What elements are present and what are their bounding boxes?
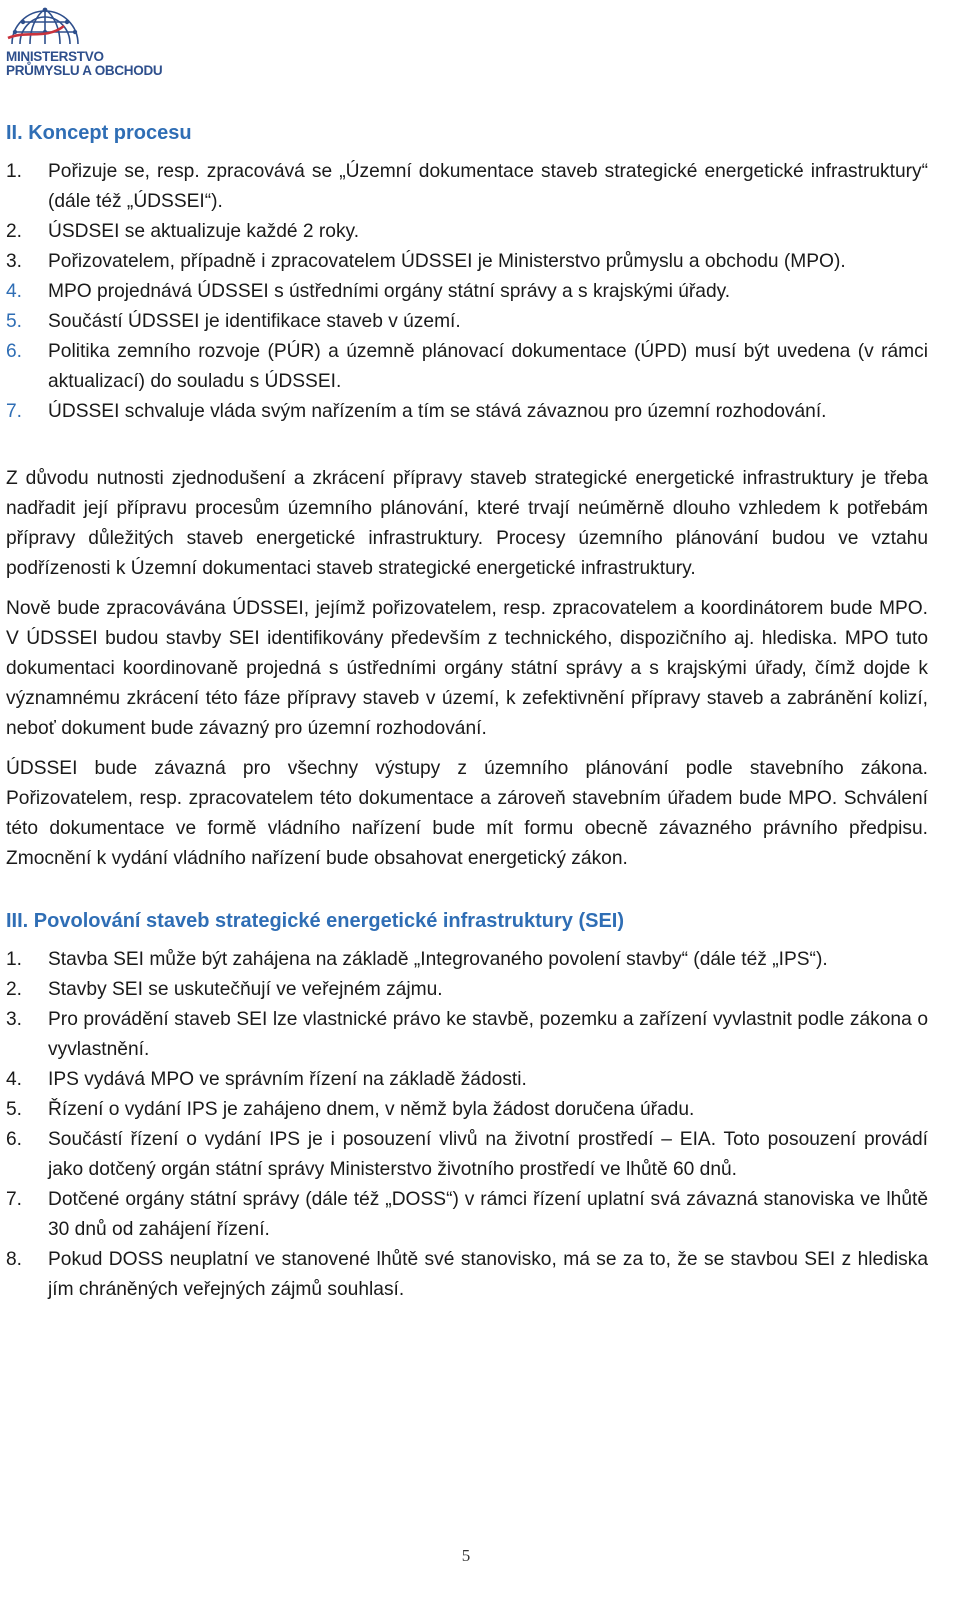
logo-line-2: PRŮMYSLU A OBCHODU	[6, 63, 163, 78]
list-item	[6, 337, 928, 397]
list-item-text: MPO projednává ÚDSSEI s ústředními orgány státní správy a s krajskými úřady.	[48, 281, 731, 302]
list-item-text: Pro provádění staveb SEI lze vlastnické právo ke stavbě, pozemku a zařízení vyvlastnit podle zákona o vyvlastnění.	[48, 1009, 928, 1060]
list-item	[6, 277, 928, 307]
paragraph: ÚDSSEI bude závazná pro všechny výstupy z územního plánování podle stavebního zákona. Pořizovatelem, resp. zpracovatelem této dokumentace a zároveň stavebním úřadem bude MPO. Schválení této dokumentace ve formě vládního nařízení bude mít formu obecně závazného právního předpisu. Zmocnění k vydání vládního nařízení bude obsahovat energetický zákon.	[6, 758, 928, 869]
list-item	[6, 307, 928, 337]
list-item	[6, 247, 928, 277]
list-item	[6, 1095, 928, 1125]
section-3-heading	[6, 906, 928, 936]
paragraph: Nově bude zpracovávána ÚDSSEI, jejímž pořizovatelem, resp. zpracovatelem a koordinátorem bude MPO. V ÚDSSEI budou stavby SEI identifikovány především z technického, dispozičního aj. hlediska. MPO tuto dokumentaci koordinovaně projedná s ústředními orgány státní správy a s krajskými úřady, čímž dojde k významnému zkrácení této fáze přípravy staveb v území, k zefektivnění přípravy staveb a zabránění kolizí, neboť dokument bude závazný pro územní rozhodování.	[6, 598, 928, 739]
section-3-list	[6, 945, 928, 1305]
list-item-text: IPS vydává MPO ve správním řízení na základě žádosti.	[48, 1069, 527, 1090]
logo-line-1: MINISTERSTVO	[6, 49, 104, 64]
list-item-number: 1.	[6, 949, 23, 970]
list-item-text: Pokud DOSS neuplatní ve stanovené lhůtě své stanovisko, má se za to, že se stavbou SEI z hlediska jím chráněných veřejných zájmů souhlasí.	[48, 1249, 928, 1300]
globe-network-icon	[6, 4, 84, 46]
section-3-number: III.	[6, 910, 29, 932]
list-item-number: 4.	[6, 281, 23, 302]
list-item-text: ÚSDSEI se aktualizuje každé 2 roky.	[48, 221, 360, 242]
list-item	[6, 1185, 928, 1245]
list-item-number: 5.	[6, 311, 23, 332]
section-2-number: II.	[6, 122, 23, 144]
list-item-number: 7.	[6, 401, 23, 422]
list-item-text: Pořizuje se, resp. zpracovává se „Územní dokumentace staveb strategické energetické infrastruktury“ (dále též „ÚDSSEI“).	[48, 161, 928, 212]
list-item	[6, 1005, 928, 1065]
list-item	[6, 1125, 928, 1185]
logo-wordmark	[6, 50, 162, 78]
list-item	[6, 975, 928, 1005]
section-3-title: Povolování staveb strategické energetické infrastruktury (SEI)	[33, 910, 625, 932]
list-item-text: ÚDSSEI schvaluje vláda svým nařízením a tím se stává závaznou pro územní rozhodování.	[48, 401, 827, 422]
list-item-text: Součástí ÚDSSEI je identifikace staveb v území.	[48, 311, 461, 332]
list-item-number: 2.	[6, 221, 23, 242]
list-item-number: 6.	[6, 1129, 23, 1150]
list-item	[6, 1065, 928, 1095]
page-number: 5	[461, 1546, 471, 1565]
list-item-number: 7.	[6, 1189, 23, 1210]
list-item-text: Součástí řízení o vydání IPS je i posouzení vlivů na životní prostředí – EIA. Toto posouzení provádí jako dotčený orgán státní správy Ministerstvo životního prostředí ve lhůtě 60 dnů.	[48, 1129, 928, 1180]
list-item-text: Stavby SEI se uskutečňují ve veřejném zájmu.	[48, 979, 443, 1000]
list-item	[6, 945, 928, 975]
list-item-number: 6.	[6, 341, 23, 362]
list-item-number: 2.	[6, 979, 23, 1000]
list-item-number: 3.	[6, 1009, 23, 1030]
list-item	[6, 217, 928, 247]
list-item-text: Řízení o vydání IPS je zahájeno dnem, v němž byla žádost doručena úřadu.	[48, 1099, 695, 1120]
list-item-text: Pořizovatelem, případně i zpracovatelem ÚDSSEI je Ministerstvo průmyslu a obchodu (MPO).	[48, 251, 846, 272]
paragraph: Z důvodu nutnosti zjednodušení a zkrácení přípravy staveb strategické energetické infrastruktury je třeba nadřadit její přípravu procesům územního plánování, které trvají neúměrně dlouho vzhledem k potřebám přípravy důležitých staveb energetické infrastruktury. Procesy územního plánování budou ve vztahu podřízenosti k Územní dokumentaci staveb strategické energetické infrastruktury.	[6, 468, 928, 579]
section-2-heading	[6, 118, 928, 148]
list-item-number: 8.	[6, 1249, 23, 1270]
list-item-number: 4.	[6, 1069, 23, 1090]
ministry-logo	[6, 4, 176, 84]
list-item-number: 3.	[6, 251, 23, 272]
list-item-text: Stavba SEI může být zahájena na základě „Integrovaného povolení stavby“ (dále též „IPS“).	[48, 949, 828, 970]
list-item	[6, 1245, 928, 1305]
section-2-list	[6, 157, 928, 427]
section-2-title: Koncept procesu	[28, 122, 192, 144]
list-item-number: 1.	[6, 161, 23, 182]
list-item-text: Politika zemního rozvoje (PÚR) a územně plánovací dokumentace (ÚPD) musí být uvedena (v rámci aktualizací) do souladu s ÚDSSEI.	[48, 341, 928, 392]
list-item	[6, 397, 928, 427]
document-body	[6, 118, 928, 1305]
list-item-number: 5.	[6, 1099, 23, 1120]
list-item-text: Dotčené orgány státní správy (dále též „DOSS“) v rámci řízení uplatní svá závazná stanoviska ve lhůtě 30 dnů od zahájení řízení.	[48, 1189, 928, 1240]
list-item	[6, 157, 928, 217]
